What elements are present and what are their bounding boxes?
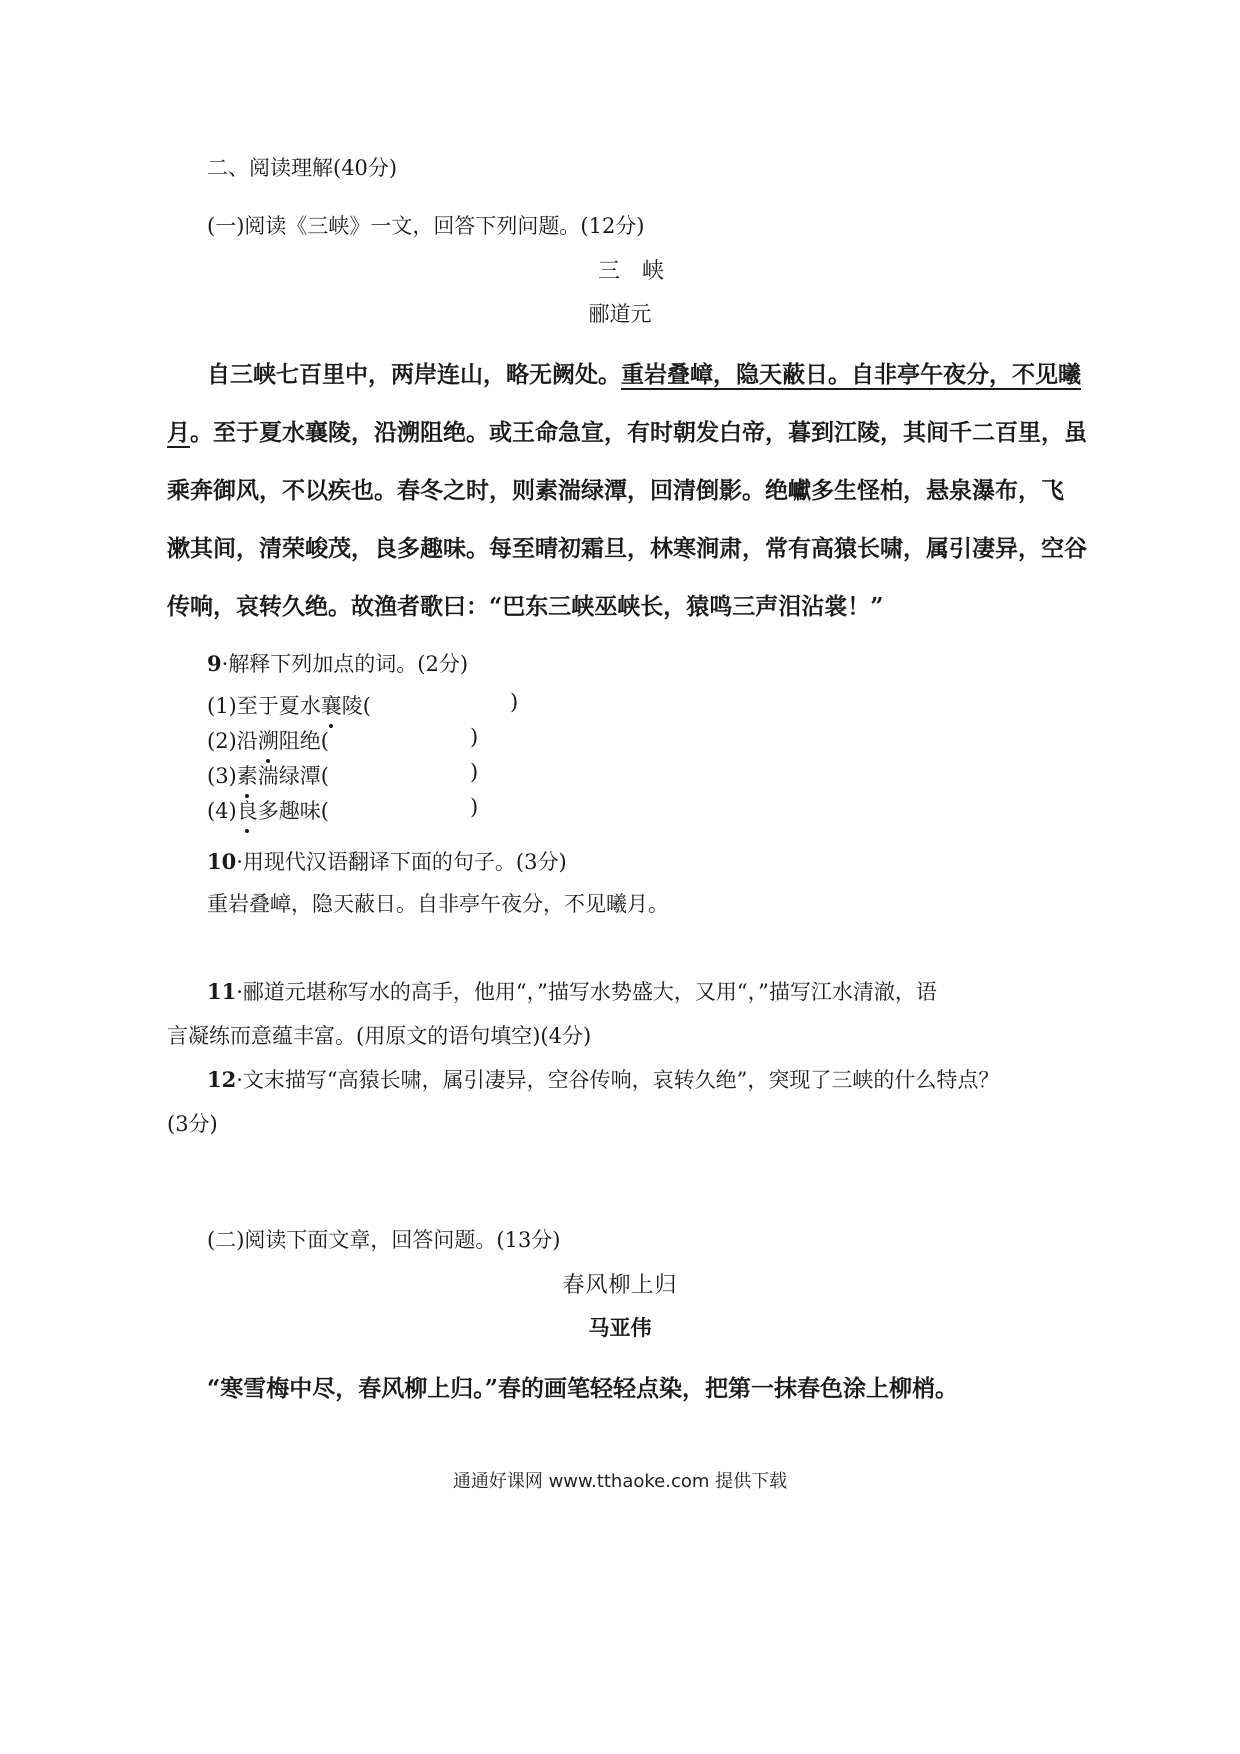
part1-intro: (一)阅读《三峡》一文，回答下列问题。(12分): [207, 214, 645, 238]
item-text: 阻绝(: [278, 729, 329, 753]
dotted-word: 溯: [258, 725, 279, 755]
underlined-sentence-end: 月: [167, 419, 190, 446]
item-text: 多趣味(: [257, 799, 329, 823]
question-number: 10: [207, 849, 237, 874]
part2-intro: (二)阅读下面文章，回答问题。(13分): [207, 1228, 561, 1252]
item-text: 陵(: [341, 694, 371, 718]
question-text: ·解释下列加点的词。(2分): [221, 652, 469, 676]
answer-close-paren: ): [470, 725, 479, 749]
question-number: 12: [207, 1067, 237, 1092]
q9-item-2: [207, 725, 329, 755]
q9-item-4: [207, 795, 329, 825]
question-text: ·用现代汉语翻译下面的句子。(3分): [236, 850, 567, 874]
question-10: [207, 846, 567, 876]
question-12-cont: (3分): [167, 1112, 218, 1136]
passage-line-1: [207, 356, 1081, 389]
answer-close-paren: ): [510, 690, 519, 714]
passage-text: 。至于夏水襄陵，沿溯阻绝。或王命急宣，有时朝发白帝，暮到江陵，其间千二百里，虽: [190, 419, 1087, 446]
question-9: [207, 648, 468, 678]
answer-close-paren: ): [470, 795, 479, 819]
item-text: (3): [207, 764, 237, 788]
item-text: (2)沿: [207, 729, 258, 753]
question-number: 9: [207, 651, 222, 676]
item-text: (1)至于夏水: [207, 694, 321, 718]
item-text: 湍绿潭(: [257, 764, 329, 788]
page-footer: 通通好课网 www.tthaoke.com 提供下载: [452, 1471, 788, 1492]
translate-sentence: 重岩叠嶂，隐天蔽日。自非亭午夜分，不见曦月。: [207, 892, 669, 916]
question-text: ·文末描写“高猿长啸，属引凄异，空谷传响，哀转久绝”，突现了三峡的什么特点？: [236, 1068, 1000, 1092]
article2-title: 春风柳上归: [562, 1273, 678, 1298]
question-11: [207, 976, 937, 1006]
question-11-cont: 言凝练而意蕴丰富。(用原文的语句填空)(4分): [167, 1024, 592, 1048]
item-text: (4): [207, 799, 237, 823]
question-text: ·郦道元堪称写水的高手，他用“，”描写水势盛大，又用“，”描写江水清澈，语: [236, 980, 937, 1004]
dotted-word: 素: [237, 760, 258, 790]
answer-close-paren: ): [470, 760, 479, 784]
q9-item-1: [207, 690, 371, 720]
underlined-sentence: 重岩叠嶂，隐天蔽日。自非亭午夜分，不见曦: [621, 361, 1081, 388]
q9-item-3: [207, 760, 329, 790]
passage-text: 自三峡七百里中，两岸连山，略无阙处。: [207, 361, 621, 388]
dotted-word: 襄: [321, 690, 342, 720]
question-12: [207, 1064, 999, 1094]
question-number: 11: [207, 979, 237, 1004]
article2-author: 马亚伟: [588, 1315, 652, 1340]
article-author: 郦道元: [588, 302, 652, 326]
passage-line-3: 乘奔御风，不以疾也。春冬之时，则素湍绿潭，回清倒影。绝巘多生怪柏，悬泉瀑布，飞: [167, 477, 1064, 504]
passage-line-4: 漱其间，清荣峻茂，良多趣味。每至晴初霜旦，林寒涧肃，常有高猿长啸，属引凄异，空谷: [167, 535, 1087, 562]
article2-line-1: “寒雪梅中尽，春风柳上归。”春的画笔轻轻点染，把第一抹春色涂上柳梢。: [207, 1375, 958, 1402]
passage-line-5: 传响，哀转久绝。故渔者歌曰：“巴东三峡巫峡长，猿鸣三声泪沾裳！”: [167, 593, 884, 620]
dotted-word: 良: [237, 795, 258, 825]
section-heading: 二、阅读理解(40分): [207, 156, 398, 180]
article-title: 三峡: [597, 259, 686, 284]
passage-line-2: [167, 414, 1087, 447]
